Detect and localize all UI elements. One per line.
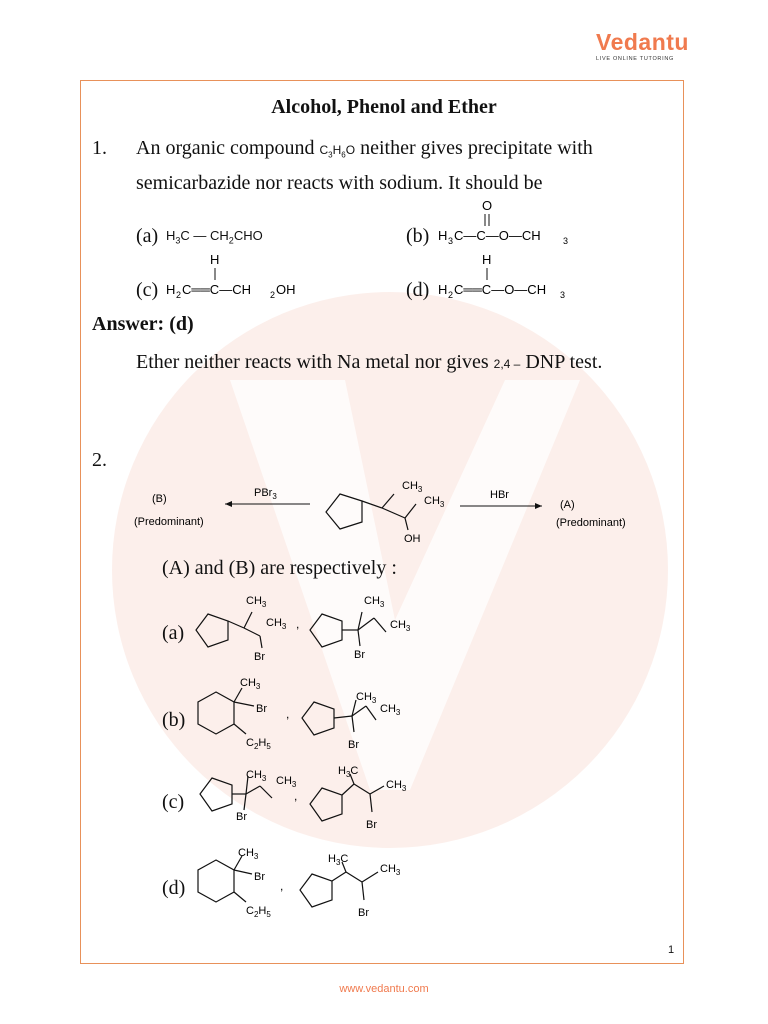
svg-text:C2H5: $C_2H_5$ [246, 905, 271, 919]
svg-text:CH3: $CH_3$ [380, 863, 401, 877]
svg-text:Br: Br [354, 649, 365, 661]
q1-option-a-structure: $H_3C$ — $CH_2CHO$ [166, 228, 263, 246]
svg-text:CH3: $CH_3$ [364, 595, 385, 609]
svg-text:C2H5: $C_2H_5$ [246, 737, 271, 751]
svg-text:CH3: $CH_3$ [390, 619, 411, 633]
svg-text:H: H [438, 228, 448, 243]
q2-option-d-label: (d) [162, 877, 186, 899]
q1-text-line1 [136, 136, 593, 167]
svg-text:CH3: $CH_3$ [380, 703, 401, 717]
svg-text:CH3: $CH_3$ [386, 779, 407, 793]
svg-text:3: 3 [560, 290, 566, 300]
svg-text:CH3: $CH_3$ [266, 617, 287, 631]
svg-text:H: H [166, 282, 176, 297]
q2-reagent-pbr3: PBr$_3$ [254, 487, 277, 501]
q1-option-b-structure [436, 196, 576, 248]
q1-text-a: An organic compound [136, 137, 315, 159]
svg-text:CH3: $CH_3$ [424, 495, 445, 509]
q1-explanation-dnp: 2,4 – [493, 357, 521, 371]
q2-reaction-scheme [120, 470, 680, 550]
footer-website-link[interactable]: www.vedantu.com [339, 983, 429, 995]
q2-option-a-structures [190, 588, 430, 664]
q2-option-b-label: (b) [162, 709, 186, 731]
svg-text:,: , [294, 789, 298, 803]
svg-text:Br: Br [348, 739, 359, 751]
svg-text:OH: OH [404, 533, 421, 545]
svg-text:3: 3 [448, 236, 454, 246]
q1-text-b: neither gives precipitate with [360, 137, 593, 159]
svg-text:H3C: $H_3C$ [328, 853, 349, 867]
q1-option-d-label: (d) [406, 279, 430, 301]
svg-text:C—C—O—CH: C—C—O—CH [454, 228, 541, 243]
q1-explanation-a: Ether neither reacts with Na metal nor gives [136, 351, 489, 373]
svg-text:CH3: $CH_3$ [356, 691, 377, 705]
svg-text:H3C: $H_3C$ [338, 765, 359, 779]
svg-text:C══C—O—CH: C══C—O—CH [454, 282, 547, 297]
svg-text:Br: Br [254, 871, 265, 883]
q1-option-d-structure [436, 250, 576, 302]
q2-reagent-hbr: HBr [490, 489, 509, 501]
svg-text:2: 2 [176, 290, 182, 300]
svg-text:CH3: $CH_3$ [246, 769, 267, 783]
q2-predominant-a: (Predominant) [556, 517, 626, 529]
q1-text-line2: semicarbazide nor reacts with sodium. It should be [136, 172, 543, 194]
page-title: Alcohol, Phenol and Ether [271, 96, 497, 118]
q1-option-b-label: (b) [406, 225, 430, 247]
svg-text:O: O [482, 198, 493, 213]
svg-text:,: , [286, 707, 290, 721]
svg-text:3: 3 [563, 236, 569, 246]
svg-text:Br: Br [236, 811, 247, 823]
svg-text:Br: Br [358, 907, 369, 919]
q2-product-a: (A) [560, 499, 575, 511]
svg-text:OH: OH [276, 282, 296, 297]
q2-product-b: (B) [152, 493, 167, 505]
svg-text:Br: Br [254, 651, 265, 663]
q1-explanation [136, 350, 602, 376]
q1-option-c-structure [164, 250, 304, 302]
svg-text:,: , [280, 879, 284, 893]
q1-explanation-b: DNP test. [525, 351, 603, 373]
svg-text:H: H [210, 252, 220, 267]
q1-option-a-label: (a) [136, 225, 159, 247]
q1-option-c-label: (c) [136, 279, 159, 301]
svg-text:H: H [438, 282, 448, 297]
vedantu-logo[interactable] [596, 29, 689, 74]
q1-number: 1. [92, 137, 107, 159]
q1-answer: Answer: (d) [92, 313, 194, 335]
svg-text:H: H [482, 252, 492, 267]
svg-text:Br: Br [366, 819, 377, 831]
q2-option-a-label: (a) [162, 622, 185, 644]
q2-option-d-structures [190, 842, 430, 922]
svg-text:,: , [296, 617, 300, 631]
q2-number: 2. [92, 449, 107, 471]
logo-name: Vedantu [596, 29, 689, 55]
svg-text:2: 2 [270, 290, 276, 300]
svg-text:CH3: $CH_3$ [240, 677, 261, 691]
svg-text:2: 2 [448, 290, 454, 300]
logo-tagline: LIVE ONLINE TUTORING [596, 56, 674, 62]
svg-text:CH3: $CH_3$ [402, 480, 423, 494]
svg-text:CH3: $CH_3$ [238, 847, 259, 861]
svg-text:CH3: $CH_3$ [246, 595, 267, 609]
svg-text:CH3: $CH_3$ [276, 775, 297, 789]
svg-text:C══C—CH: C══C—CH [182, 282, 251, 297]
q2-option-c-structures [190, 760, 430, 836]
q1-formula: $C_3H_6O$ [319, 143, 356, 160]
svg-text:Br: Br [256, 703, 267, 715]
q2-option-c-label: (c) [162, 791, 185, 813]
page-number: 1 [668, 944, 675, 956]
q2-question: (A) and (B) are respectively : [162, 557, 397, 579]
q2-predominant-b: (Predominant) [134, 516, 204, 528]
q2-option-b-structures [190, 672, 430, 752]
